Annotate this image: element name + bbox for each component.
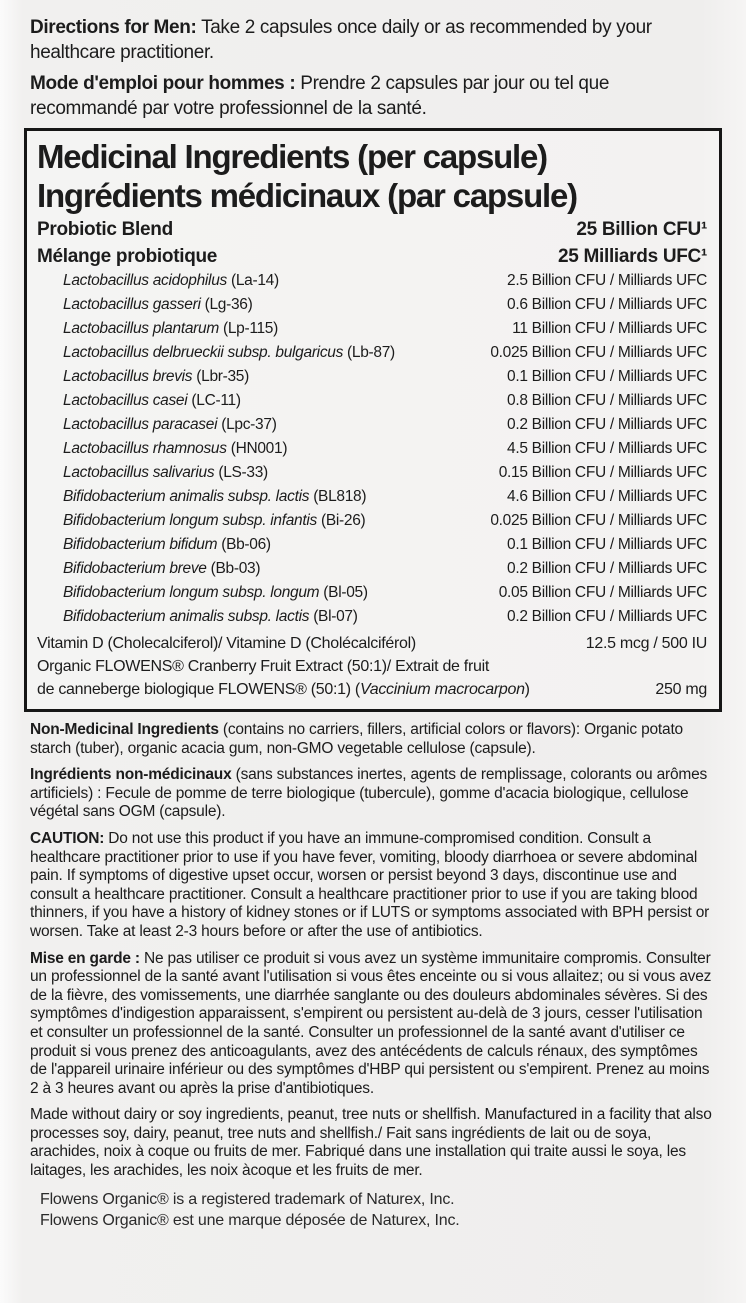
strain-name xyxy=(63,317,278,341)
strain-species: Lactobacillus gasseri xyxy=(63,296,201,313)
strain-row xyxy=(37,437,707,461)
info-paragraphs xyxy=(0,721,746,1181)
strain-name xyxy=(63,413,277,437)
strain-amount: 2.5 Billion CFU / Milliards UFC xyxy=(507,272,707,289)
strain-species: Lactobacillus salivarius xyxy=(63,464,215,481)
strain-name xyxy=(63,365,249,389)
cranberry-label xyxy=(37,656,530,701)
strain-code: (BL818) xyxy=(313,488,367,505)
strain-row xyxy=(37,389,707,413)
strain-amount: 0.05 Billion CFU / Milliards UFC xyxy=(498,584,707,601)
strain-name xyxy=(63,341,395,365)
strain-species: Bifidobacterium breve xyxy=(63,560,207,577)
strain-amount: 0.2 Billion CFU / Milliards UFC xyxy=(507,416,707,433)
strain-name xyxy=(63,485,366,509)
probiotic-blend-amount-en: 25 Billion CFU¹ xyxy=(576,219,707,240)
strain-list xyxy=(37,269,707,629)
caution-en xyxy=(0,830,746,942)
strain-code: (Bl-05) xyxy=(323,584,368,601)
caution-fr-text: Ne pas utiliser ce produit si vous avez un système immunitaire compromis. Consulter un professionnel de la santé avant l'utilisation si vous êtes enceinte ou si vous allaitez; ou si vous avez de la fièvre, des vomissements, une diarrhée sanglante ou des douleurs abdominales sévères. Si des symptômes d'indigestion apparaissent, s'empirent ou persistent au-delà de 3 jours, cesser l'utilisation et consulter un professionnel de la santé. Consulter un professionnel de la santé avant d'utiliser ce produit si vous prenez des anticoagulants, avez des antécédents de calculs rénaux, des symptômes de l'appareil urinaire inférieur ou des symptômes d'HBP qui persistent ou s'empirent. Prenez au moins 2 à 3 heures avant ou après la prise d'antibiotiques. xyxy=(30,949,712,1097)
cranberry-line2-post: ) xyxy=(524,680,530,698)
strain-name xyxy=(63,533,271,557)
strain-row xyxy=(37,341,707,365)
strain-code: (Bb-03) xyxy=(210,560,261,577)
non-medicinal-fr-text: (sans substances inertes, agents de remplissage, colorants ou arômes artificiels) : Fecule de pomme de terre biologique (tubercule), gomme d'acacia biologique, cellulose végétal sans OGM (capsule). xyxy=(30,766,708,821)
strain-code: (Bl-07) xyxy=(313,608,358,625)
strain-code: (Bb-06) xyxy=(221,536,271,553)
strain-code: (Lbr-35) xyxy=(196,368,249,385)
strain-amount: 0.2 Billion CFU / Milliards UFC xyxy=(507,560,707,577)
strain-row xyxy=(37,581,707,605)
strain-name xyxy=(63,293,252,317)
cranberry-amount: 250 mg xyxy=(655,680,707,698)
probiotic-blend-amount-fr: 25 Milliards UFC¹ xyxy=(557,246,707,267)
cranberry-label-line2 xyxy=(37,679,530,702)
strain-species: Lactobacillus rhamnosus xyxy=(63,440,227,457)
strain-row xyxy=(37,605,707,629)
strain-species: Lactobacillus delbrueckii subsp. bulgaricus xyxy=(63,344,344,361)
strain-amount: 4.6 Billion CFU / Milliards UFC xyxy=(507,488,707,505)
cranberry-line2-pre: de canneberge biologique FLOWENS® (50:1) ( xyxy=(37,680,360,698)
strain-species: Bifidobacterium longum subsp. longum xyxy=(63,584,320,601)
panel-title-en: Medicinal Ingredients (per capsule) xyxy=(37,138,547,175)
strain-row xyxy=(37,461,707,485)
directions-section xyxy=(0,16,746,121)
panel-title-fr: Ingrédients médicinaux (par capsule) xyxy=(37,177,577,214)
strain-code: (LC-11) xyxy=(191,392,241,409)
strain-amount: 0.025 Billion CFU / Milliards UFC xyxy=(490,512,707,529)
probiotic-blend-label-en: Probiotic Blend xyxy=(37,219,173,240)
probiotic-blend-row-fr xyxy=(37,244,707,269)
strain-row xyxy=(37,557,707,581)
strain-row xyxy=(37,269,707,293)
trademark-section xyxy=(0,1189,746,1232)
strain-name xyxy=(63,581,368,605)
caution-fr xyxy=(0,950,746,1099)
probiotic-blend-row-en xyxy=(37,217,707,242)
vitamin-d-amount: 12.5 mcg / 500 IU xyxy=(585,635,707,652)
non-medicinal-fr-lead: Ingrédients non-médicinaux xyxy=(30,766,232,784)
strain-amount: 11 Billion CFU / Milliards UFC xyxy=(512,320,707,337)
strain-amount: 0.15 Billion CFU / Milliards UFC xyxy=(498,464,707,481)
strain-species: Lactobacillus casei xyxy=(63,392,188,409)
strain-amount: 0.025 Billion CFU / Milliards UFC xyxy=(490,344,707,361)
vitamin-d-row xyxy=(37,631,707,656)
probiotic-blend-label-fr: Mélange probiotique xyxy=(37,246,218,267)
directions-en xyxy=(0,16,746,65)
directions-en-text: Take 2 capsules once daily or as recommended by your healthcare practitioner. xyxy=(30,17,652,63)
directions-fr-lead: Mode d'emploi pour hommes : xyxy=(30,73,296,94)
strain-code: (Lp-115) xyxy=(222,320,278,337)
trademark-fr: Flowens Organic® est une marque déposée de Naturex, Inc. xyxy=(40,1212,460,1230)
caution-en-lead: CAUTION: xyxy=(30,829,105,847)
strain-name xyxy=(63,509,365,533)
caution-en-text: Do not use this product if you have an immune-compromised condition. Consult a healthcare practitioner prior to use if you have fever, vomiting, bloody diarrhoea or severe abdominal pain. If symptoms of digestive upset occur, worsen or persist beyond 3 days, discontinue use and consult a healthcare practitioner. Consult a healthcare practitioner prior to use if you are taking blood thinners, if you have a history of kidney stones or if LUTS or symptoms associated with BPH persist or worsen. Take at least 2-3 hours before or after the use of antibiotics. xyxy=(30,829,710,940)
strain-species: Lactobacillus acidophilus xyxy=(63,272,227,289)
non-medicinal-fr xyxy=(0,766,746,822)
strain-code: (LS-33) xyxy=(218,464,268,481)
strain-species: Bifidobacterium longum subsp. infantis xyxy=(63,512,317,529)
strain-amount: 0.2 Billion CFU / Milliards UFC xyxy=(507,608,707,625)
strain-amount: 0.1 Billion CFU / Milliards UFC xyxy=(507,368,707,385)
non-medicinal-en-text: (contains no carriers, fillers, artificial colors or flavors): Organic potato starch (tuber), organic acacia gum, non-GMO vegetable cellulose (capsule). xyxy=(30,721,683,757)
non-medicinal-en xyxy=(0,721,746,758)
strain-name xyxy=(63,437,287,461)
strain-amount: 4.5 Billion CFU / Milliards UFC xyxy=(507,440,707,457)
strain-code: (Bi-26) xyxy=(320,512,366,529)
strain-amount: 0.6 Billion CFU / Milliards UFC xyxy=(507,296,707,313)
cranberry-row xyxy=(37,656,707,701)
strain-species: Lactobacillus paracasei xyxy=(63,416,218,433)
strain-name xyxy=(63,557,260,581)
strain-row xyxy=(37,485,707,509)
directions-fr-text: Prendre 2 capsules par jour ou tel que recommandé par votre professionnel de la santé. xyxy=(30,73,610,119)
strain-species: Lactobacillus plantarum xyxy=(63,320,219,337)
strain-row xyxy=(37,317,707,341)
caution-fr-lead: Mise en garde : xyxy=(30,949,140,967)
strain-species: Bifidobacterium bifidum xyxy=(63,536,218,553)
strain-name xyxy=(63,269,279,293)
strain-row xyxy=(37,293,707,317)
strain-amount: 0.8 Billion CFU / Milliards UFC xyxy=(507,392,707,409)
strain-name xyxy=(63,461,268,485)
strain-row xyxy=(37,413,707,437)
cranberry-species: Vaccinium macrocarpon xyxy=(359,680,525,698)
strain-species: Lactobacillus brevis xyxy=(63,368,193,385)
strain-name xyxy=(63,389,241,413)
allergen-statement: Made without dairy or soy ingredients, peanut, tree nuts or shellfish. Manufactured in a facility that also processes soy, dairy, peanut, tree nuts and shellfish./ Fait sans ingrédients de lait ou de soya, arachides, noix à coque ou fruits de mer. Fabriqué dans une installation qui traite aussi le soya, les laitages, les arachides, les noix àcoque et les fruits de mer. xyxy=(30,1106,712,1180)
medicinal-ingredients-panel xyxy=(24,128,722,712)
strain-row xyxy=(37,533,707,557)
strain-code: (La-14) xyxy=(230,272,279,289)
strain-code: (Lpc-37) xyxy=(221,416,277,433)
cranberry-label-line1: Organic FLOWENS® Cranberry Fruit Extract (50:1)/ Extrait de fruit xyxy=(37,658,489,675)
strain-name xyxy=(63,605,358,629)
strain-amount: 0.1 Billion CFU / Milliards UFC xyxy=(507,536,707,553)
directions-en-lead: Directions for Men: xyxy=(30,17,197,38)
strain-species: Bifidobacterium animalis subsp. lactis xyxy=(63,488,310,505)
strain-code: (Lg-36) xyxy=(204,296,253,313)
strain-code: (Lb-87) xyxy=(347,344,395,361)
trademark-en: Flowens Organic® is a registered trademark of Naturex, Inc. xyxy=(40,1190,455,1208)
strain-row xyxy=(37,509,707,533)
strain-row xyxy=(37,365,707,389)
vitamin-d-label: Vitamin D (Cholecalciferol)/ Vitamine D (Cholécalciférol) xyxy=(37,635,416,652)
non-medicinal-en-lead: Non-Medicinal Ingredients xyxy=(30,721,219,738)
strain-code: (HN001) xyxy=(230,440,288,457)
strain-species: Bifidobacterium animalis subsp. lactis xyxy=(63,608,310,625)
directions-fr xyxy=(0,72,746,121)
